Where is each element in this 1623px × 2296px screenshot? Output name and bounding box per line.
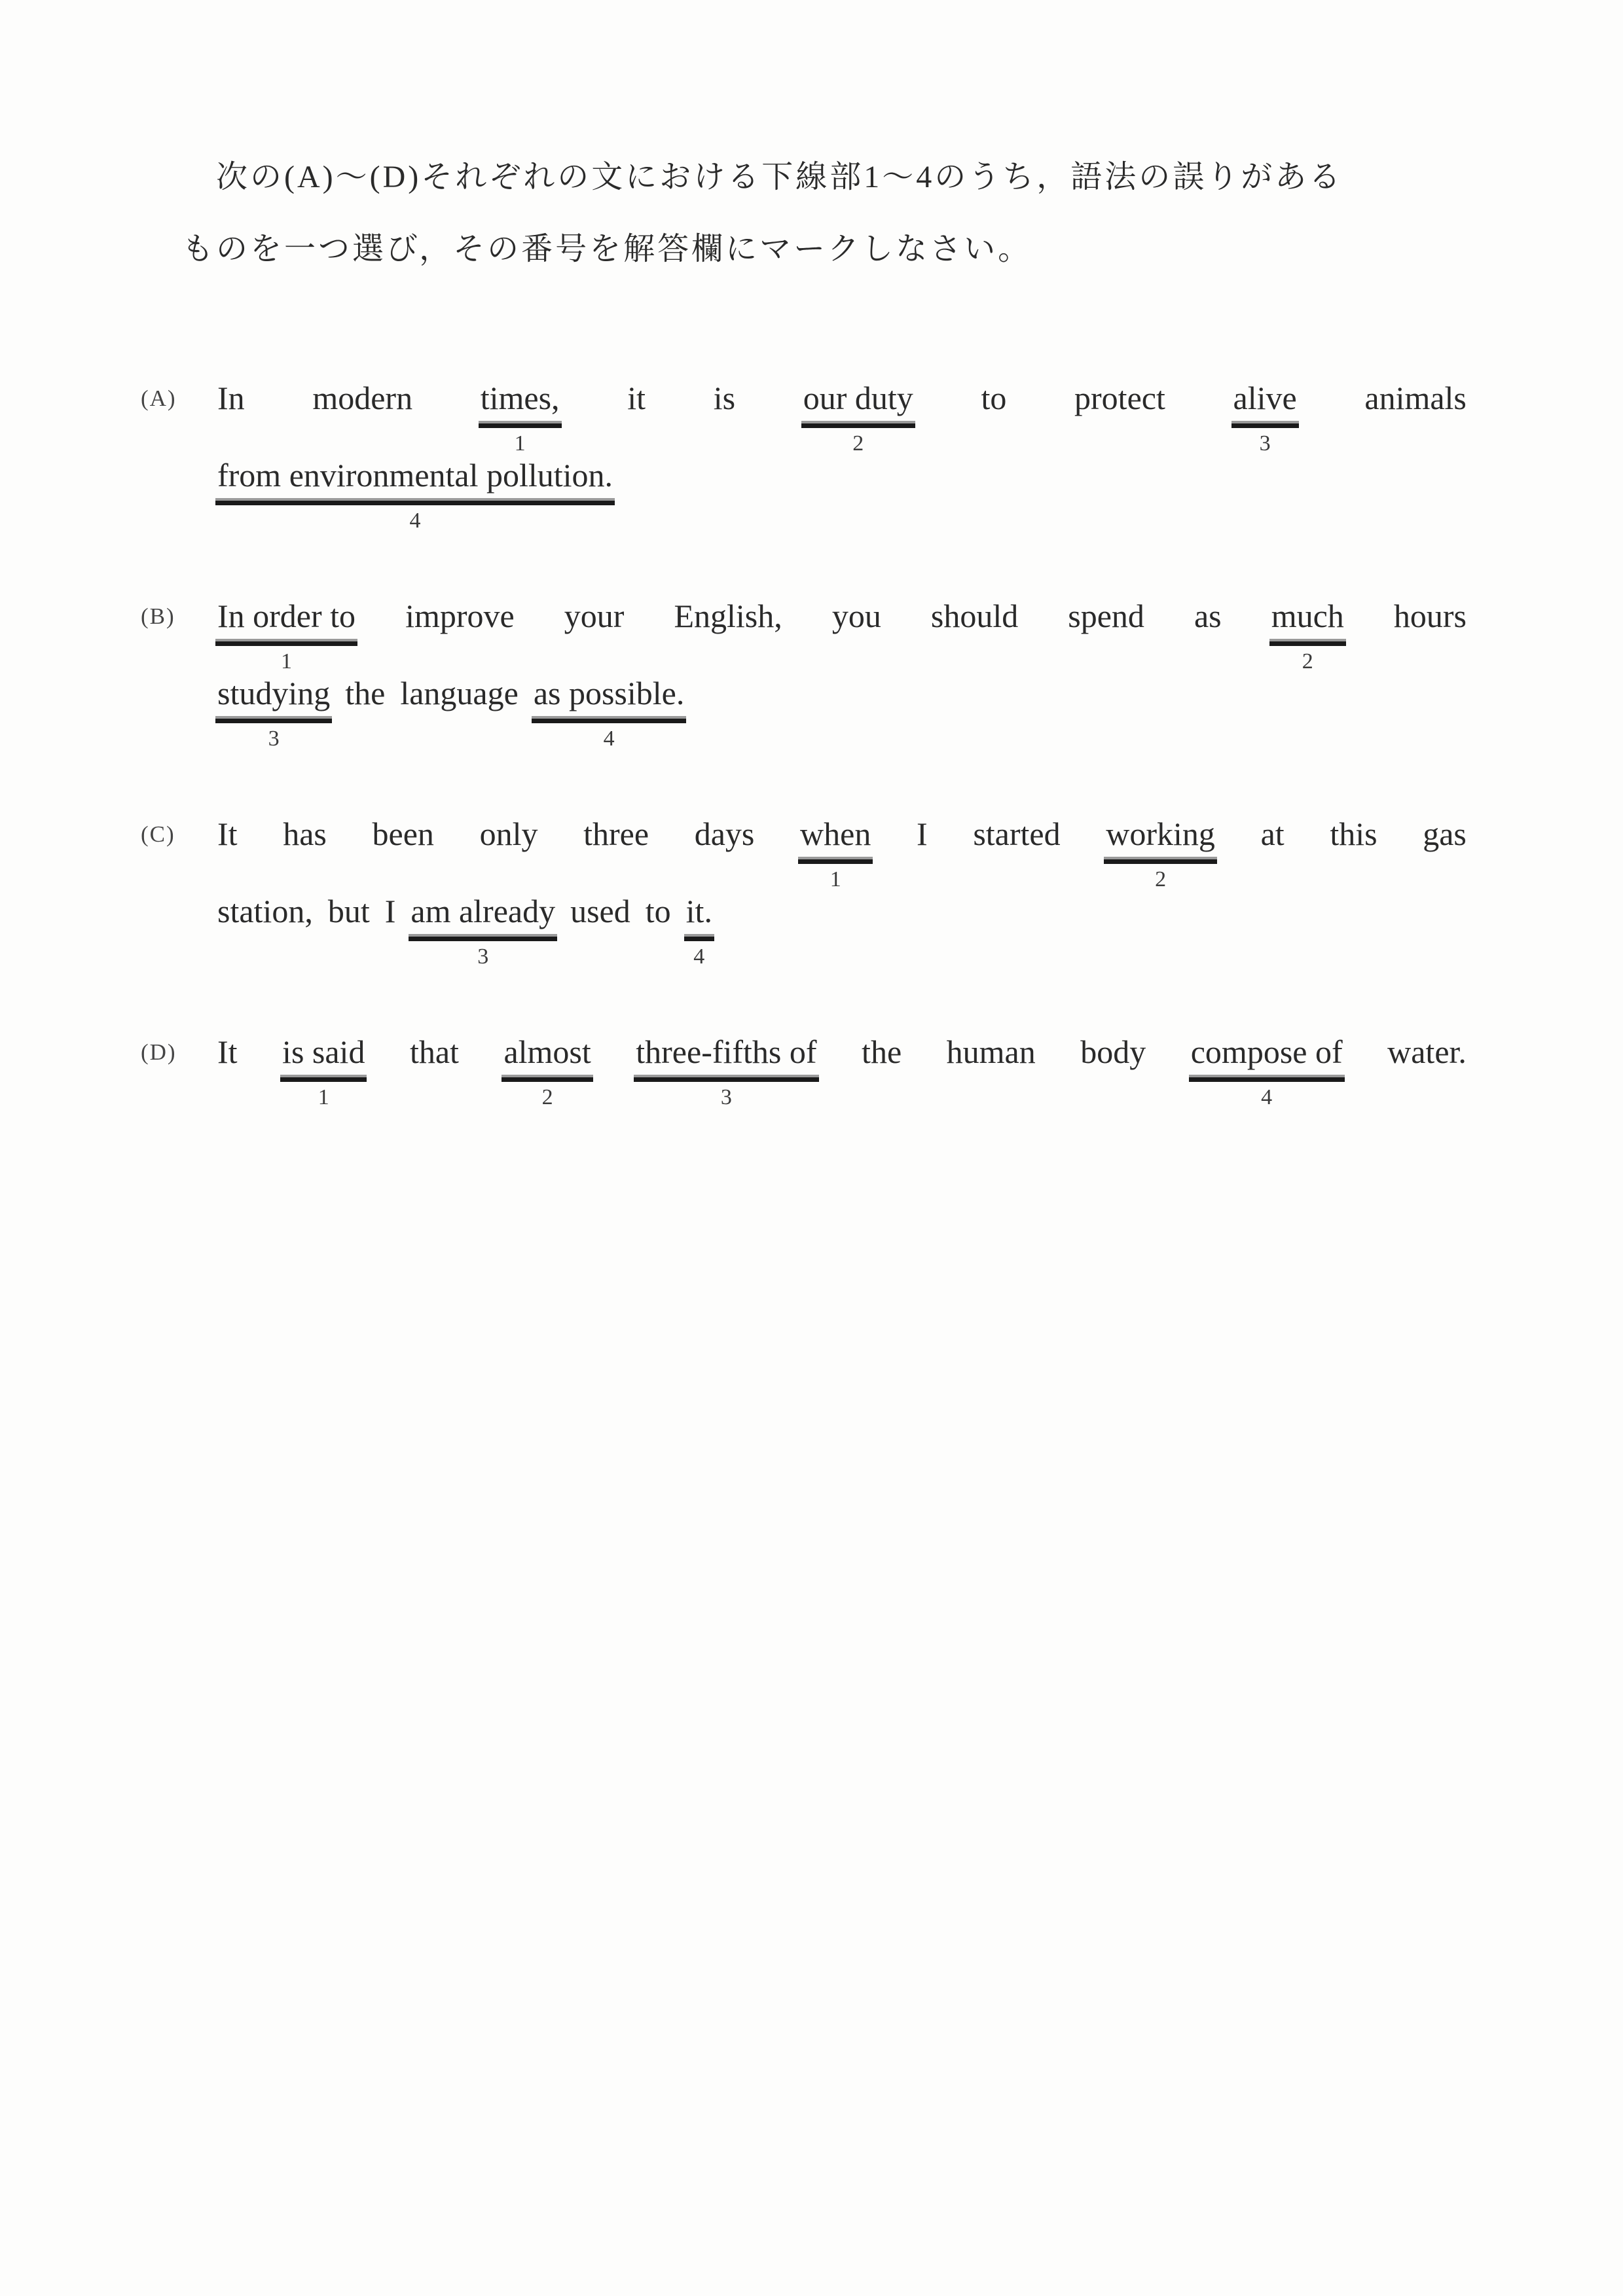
segment-number: 1 — [318, 1085, 329, 1109]
instruction-line-1: 次の(A)～(D)それぞれの文における下線部1～4のうち，語法の誤りがある — [216, 160, 1343, 194]
underlined-segment — [1271, 596, 1344, 673]
sentence-segment — [931, 596, 1018, 636]
segment-text: It — [217, 816, 238, 852]
segment-number: 4 — [603, 726, 615, 751]
sentence-segment — [714, 378, 735, 418]
sentence-segment — [400, 673, 518, 713]
segment-number: 2 — [1302, 649, 1313, 673]
segment-text: alive — [1233, 380, 1297, 416]
sentence-line — [217, 596, 1467, 673]
segment-text: I — [917, 816, 928, 852]
underlined-segment — [803, 378, 913, 456]
segment-text: should — [930, 598, 1019, 634]
segment-text: In — [217, 380, 245, 416]
sentence-segment — [410, 1031, 459, 1072]
sentence-segment — [646, 891, 671, 931]
underlined-segment — [217, 673, 331, 751]
segment-text: language — [400, 675, 519, 711]
underlined-segment — [217, 596, 356, 673]
segment-text: from environmental pollution. — [217, 457, 613, 493]
underlined-segment — [1190, 1031, 1343, 1109]
sentence-line — [217, 891, 1467, 969]
sentence-segment — [217, 1031, 238, 1072]
underlined-segment — [1106, 814, 1215, 891]
sentence-segment — [695, 814, 755, 854]
segment-text: it. — [685, 893, 712, 929]
segment-text: days — [694, 816, 755, 852]
question-label: (A) — [141, 386, 177, 411]
sentence-segment — [583, 814, 649, 854]
segment-text: started — [973, 816, 1061, 852]
instructions — [182, 157, 1475, 270]
question-item-a — [141, 378, 1473, 533]
segment-text: I — [384, 893, 396, 929]
sentence-line — [217, 455, 1467, 533]
segment-text: been — [372, 816, 434, 852]
segment-text: improve — [405, 598, 515, 634]
segment-number: 1 — [514, 431, 526, 456]
sentence-segment — [832, 596, 881, 636]
question-sentence — [217, 1031, 1467, 1109]
sentence-segment — [405, 596, 515, 636]
segment-text: three-fifths of — [636, 1033, 817, 1070]
segment-text: has — [283, 816, 327, 852]
question-item-d — [141, 1031, 1473, 1109]
segment-text: it — [627, 380, 646, 416]
segment-text: English, — [674, 598, 782, 634]
segment-text: our duty — [803, 380, 913, 416]
sentence-segment — [1194, 596, 1222, 636]
segment-text: is said — [282, 1033, 365, 1070]
segment-text: the — [345, 675, 386, 711]
segment-text: this — [1330, 816, 1377, 852]
segment-text: modern — [312, 380, 413, 416]
question-label: (D) — [141, 1039, 177, 1065]
sentence-segment — [564, 596, 625, 636]
question-sentence — [217, 596, 1467, 751]
segment-text: the — [862, 1033, 902, 1070]
segment-number: 3 — [720, 1085, 732, 1109]
underlined-segment — [800, 814, 871, 891]
segment-text: working — [1106, 816, 1215, 852]
segment-text: but — [327, 893, 370, 929]
segment-text: your — [564, 598, 625, 634]
sentence-line — [217, 378, 1467, 456]
underlined-segment — [533, 673, 685, 751]
sentence-segment — [1261, 814, 1285, 854]
sentence-segment — [283, 814, 327, 854]
segment-number: 2 — [852, 431, 864, 456]
segment-number: 4 — [1261, 1085, 1273, 1109]
segment-text: animals — [1364, 380, 1467, 416]
sentence-segment — [328, 891, 370, 931]
underlined-segment — [1233, 378, 1297, 456]
segment-text: times, — [480, 380, 560, 416]
sentence-segment — [627, 378, 646, 418]
segment-number: 3 — [268, 726, 280, 751]
segment-number: 2 — [1155, 867, 1167, 891]
underlined-segment — [503, 1031, 591, 1109]
questions-list — [141, 378, 1473, 1172]
question-label: (C) — [141, 821, 175, 847]
sentence-segment — [947, 1031, 1036, 1072]
sentence-segment — [1330, 814, 1377, 854]
underlined-segment — [480, 378, 560, 456]
segment-number: 3 — [1259, 431, 1271, 456]
segment-text: only — [479, 816, 538, 852]
segment-number: 2 — [541, 1085, 553, 1109]
sentence-segment — [1394, 596, 1467, 636]
segment-number: 4 — [409, 509, 421, 533]
sentence-segment — [981, 378, 1006, 418]
segment-text: is — [713, 380, 736, 416]
sentence-line — [217, 673, 1467, 751]
sentence-segment — [385, 891, 396, 931]
question-sentence — [217, 378, 1467, 533]
segment-text: used — [570, 893, 630, 929]
sentence-line — [217, 1031, 1467, 1109]
sentence-segment — [1387, 1031, 1467, 1072]
segment-number: 1 — [281, 649, 293, 673]
underlined-segment — [217, 455, 613, 533]
segment-text: hours — [1393, 598, 1467, 634]
segment-text: It — [217, 1033, 238, 1070]
segment-text: am already — [410, 893, 556, 929]
segment-number: 1 — [830, 867, 841, 891]
segment-text: to — [645, 893, 671, 929]
sentence-segment — [1364, 378, 1467, 418]
sentence-line — [217, 814, 1467, 891]
underlined-segment — [410, 891, 556, 969]
sentence-segment — [217, 378, 245, 418]
sentence-segment — [1074, 378, 1165, 418]
instruction-line-2: ものを一つ選び，その番号を解答欄にマークしなさい。 — [182, 232, 1032, 266]
segment-text: spend — [1068, 598, 1144, 634]
sentence-segment — [1423, 814, 1467, 854]
segment-text: three — [583, 816, 649, 852]
segment-text: much — [1271, 598, 1344, 634]
question-item-b — [141, 596, 1473, 751]
segment-text: compose of — [1190, 1033, 1343, 1070]
sentence-segment — [862, 1031, 902, 1072]
question-item-c — [141, 814, 1473, 969]
sentence-segment — [217, 814, 238, 854]
segment-text: protect — [1074, 380, 1165, 416]
segment-text: station, — [217, 893, 313, 929]
sentence-segment — [217, 891, 313, 931]
sentence-segment — [917, 814, 928, 854]
segment-number: 4 — [693, 944, 705, 969]
sentence-segment — [570, 891, 630, 931]
segment-text: body — [1080, 1033, 1146, 1070]
sentence-segment — [480, 814, 538, 854]
sentence-segment — [345, 673, 385, 713]
segment-text: at — [1260, 816, 1285, 852]
segment-text: to — [981, 380, 1007, 416]
segment-text: that — [409, 1033, 459, 1070]
sentence-segment — [674, 596, 782, 636]
underlined-segment — [282, 1031, 365, 1109]
question-sentence — [217, 814, 1467, 969]
underlined-segment — [636, 1031, 817, 1109]
segment-number: 3 — [477, 944, 489, 969]
segment-text: gas — [1423, 816, 1467, 852]
sentence-segment — [973, 814, 1060, 854]
sentence-segment — [1068, 596, 1144, 636]
segment-text: water. — [1387, 1033, 1467, 1070]
segment-text: almost — [503, 1033, 591, 1070]
segment-text: as possible. — [533, 675, 685, 711]
question-label: (B) — [141, 603, 175, 629]
segment-text: studying — [217, 675, 331, 711]
segment-text: human — [946, 1033, 1036, 1070]
sentence-segment — [373, 814, 434, 854]
underlined-segment — [685, 891, 712, 969]
segment-text: In order to — [217, 598, 356, 634]
sentence-segment — [312, 378, 412, 418]
segment-text: as — [1194, 598, 1222, 634]
segment-text: you — [831, 598, 881, 634]
segment-text: when — [800, 816, 871, 852]
sentence-segment — [1080, 1031, 1146, 1072]
